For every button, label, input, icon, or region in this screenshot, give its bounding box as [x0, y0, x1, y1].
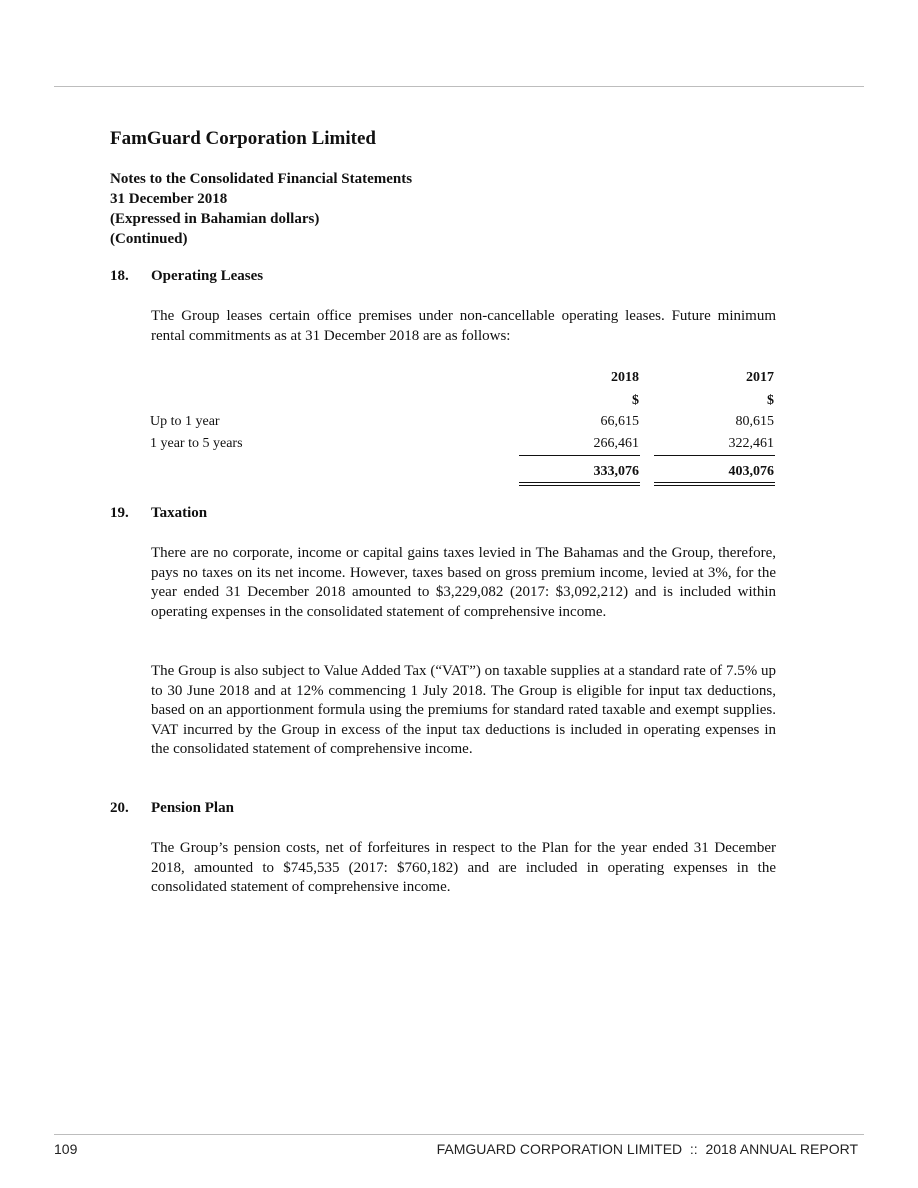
section-19-title: Taxation — [151, 505, 208, 521]
year-header-2018: 2018 — [611, 370, 639, 385]
total-2017: 403,076 — [728, 464, 774, 479]
section-18-number: 18. — [110, 268, 129, 284]
total-double-rule-2017 — [654, 482, 775, 483]
section-20-title: Pension Plan — [151, 800, 234, 816]
total-double-rule-2018 — [519, 482, 640, 483]
page-number: 109 — [54, 1141, 78, 1157]
currency-note: (Expressed in Bahamian dollars) — [110, 211, 320, 227]
section-19-paragraph-2: The Group is also subject to Value Added Tax (“VAT”) on taxable supplies at a standard rate of 7.5% up to 30 June 2018 and at 12% commencing 1 July 2018. The Group is eligible for input tax deductions, based on an apportionment formula using the premiums for standard rated taxable and exempt supplies. VAT incurred by the Group in excess of the input tax deductions is included in operating expenses in the consolidated statement of comprehensive income. — [151, 663, 776, 758]
total-2018: 333,076 — [593, 464, 639, 479]
subtotal-rule-2017 — [654, 455, 775, 456]
total-double-rule-2018 — [519, 485, 640, 486]
continued-note: (Continued) — [110, 231, 188, 247]
section-18-paragraph: The Group leases certain office premises under non-cancellable operating leases. Future minimum rental commitments as at 31 December 2018 are as follows: — [151, 308, 776, 344]
row-value-2017: 322,461 — [728, 436, 774, 451]
row-value-2018: 66,615 — [600, 414, 639, 429]
notes-title: Notes to the Consolidated Financial Statements — [110, 171, 413, 187]
total-double-rule-2017 — [654, 485, 775, 486]
currency-header-2017: $ — [767, 393, 774, 408]
section-18-title: Operating Leases — [151, 268, 264, 284]
row-label-up-to-1-year: Up to 1 year — [150, 414, 220, 429]
company-name: FamGuard Corporation Limited — [110, 128, 376, 149]
year-header-2017: 2017 — [746, 370, 774, 385]
row-value-2018: 266,461 — [593, 436, 639, 451]
section-19-number: 19. — [110, 505, 129, 521]
subtotal-rule-2018 — [519, 455, 640, 456]
footer-rule — [54, 1134, 864, 1135]
row-value-2017: 80,615 — [735, 414, 774, 429]
report-title: FAMGUARD CORPORATION LIMITED :: 2018 ANNUAL REPORT — [436, 1141, 858, 1157]
row-label-1-to-5-years: 1 year to 5 years — [150, 436, 243, 451]
section-19-paragraph-1: There are no corporate, income or capital gains taxes levied in The Bahamas and the Group, therefore, pays no taxes on its net income. However, taxes based on gross premium income, levied at 3%, for the year ended 31 December 2018 amounted to $3,229,082 (2017: $3,092,212) and is included within operating expenses in the consolidated statement of comprehensive income. — [151, 545, 776, 620]
header-rule — [54, 86, 864, 87]
section-20-paragraph: The Group’s pension costs, net of forfeitures in respect to the Plan for the year ended 31 December 2018, amounted to $745,535 (2017: $760,182) and are included in operating expenses in the consolidated statement of comprehensive income. — [151, 840, 776, 896]
currency-header-2018: $ — [632, 393, 639, 408]
section-20-number: 20. — [110, 800, 129, 816]
statement-date: 31 December 2018 — [110, 191, 228, 207]
